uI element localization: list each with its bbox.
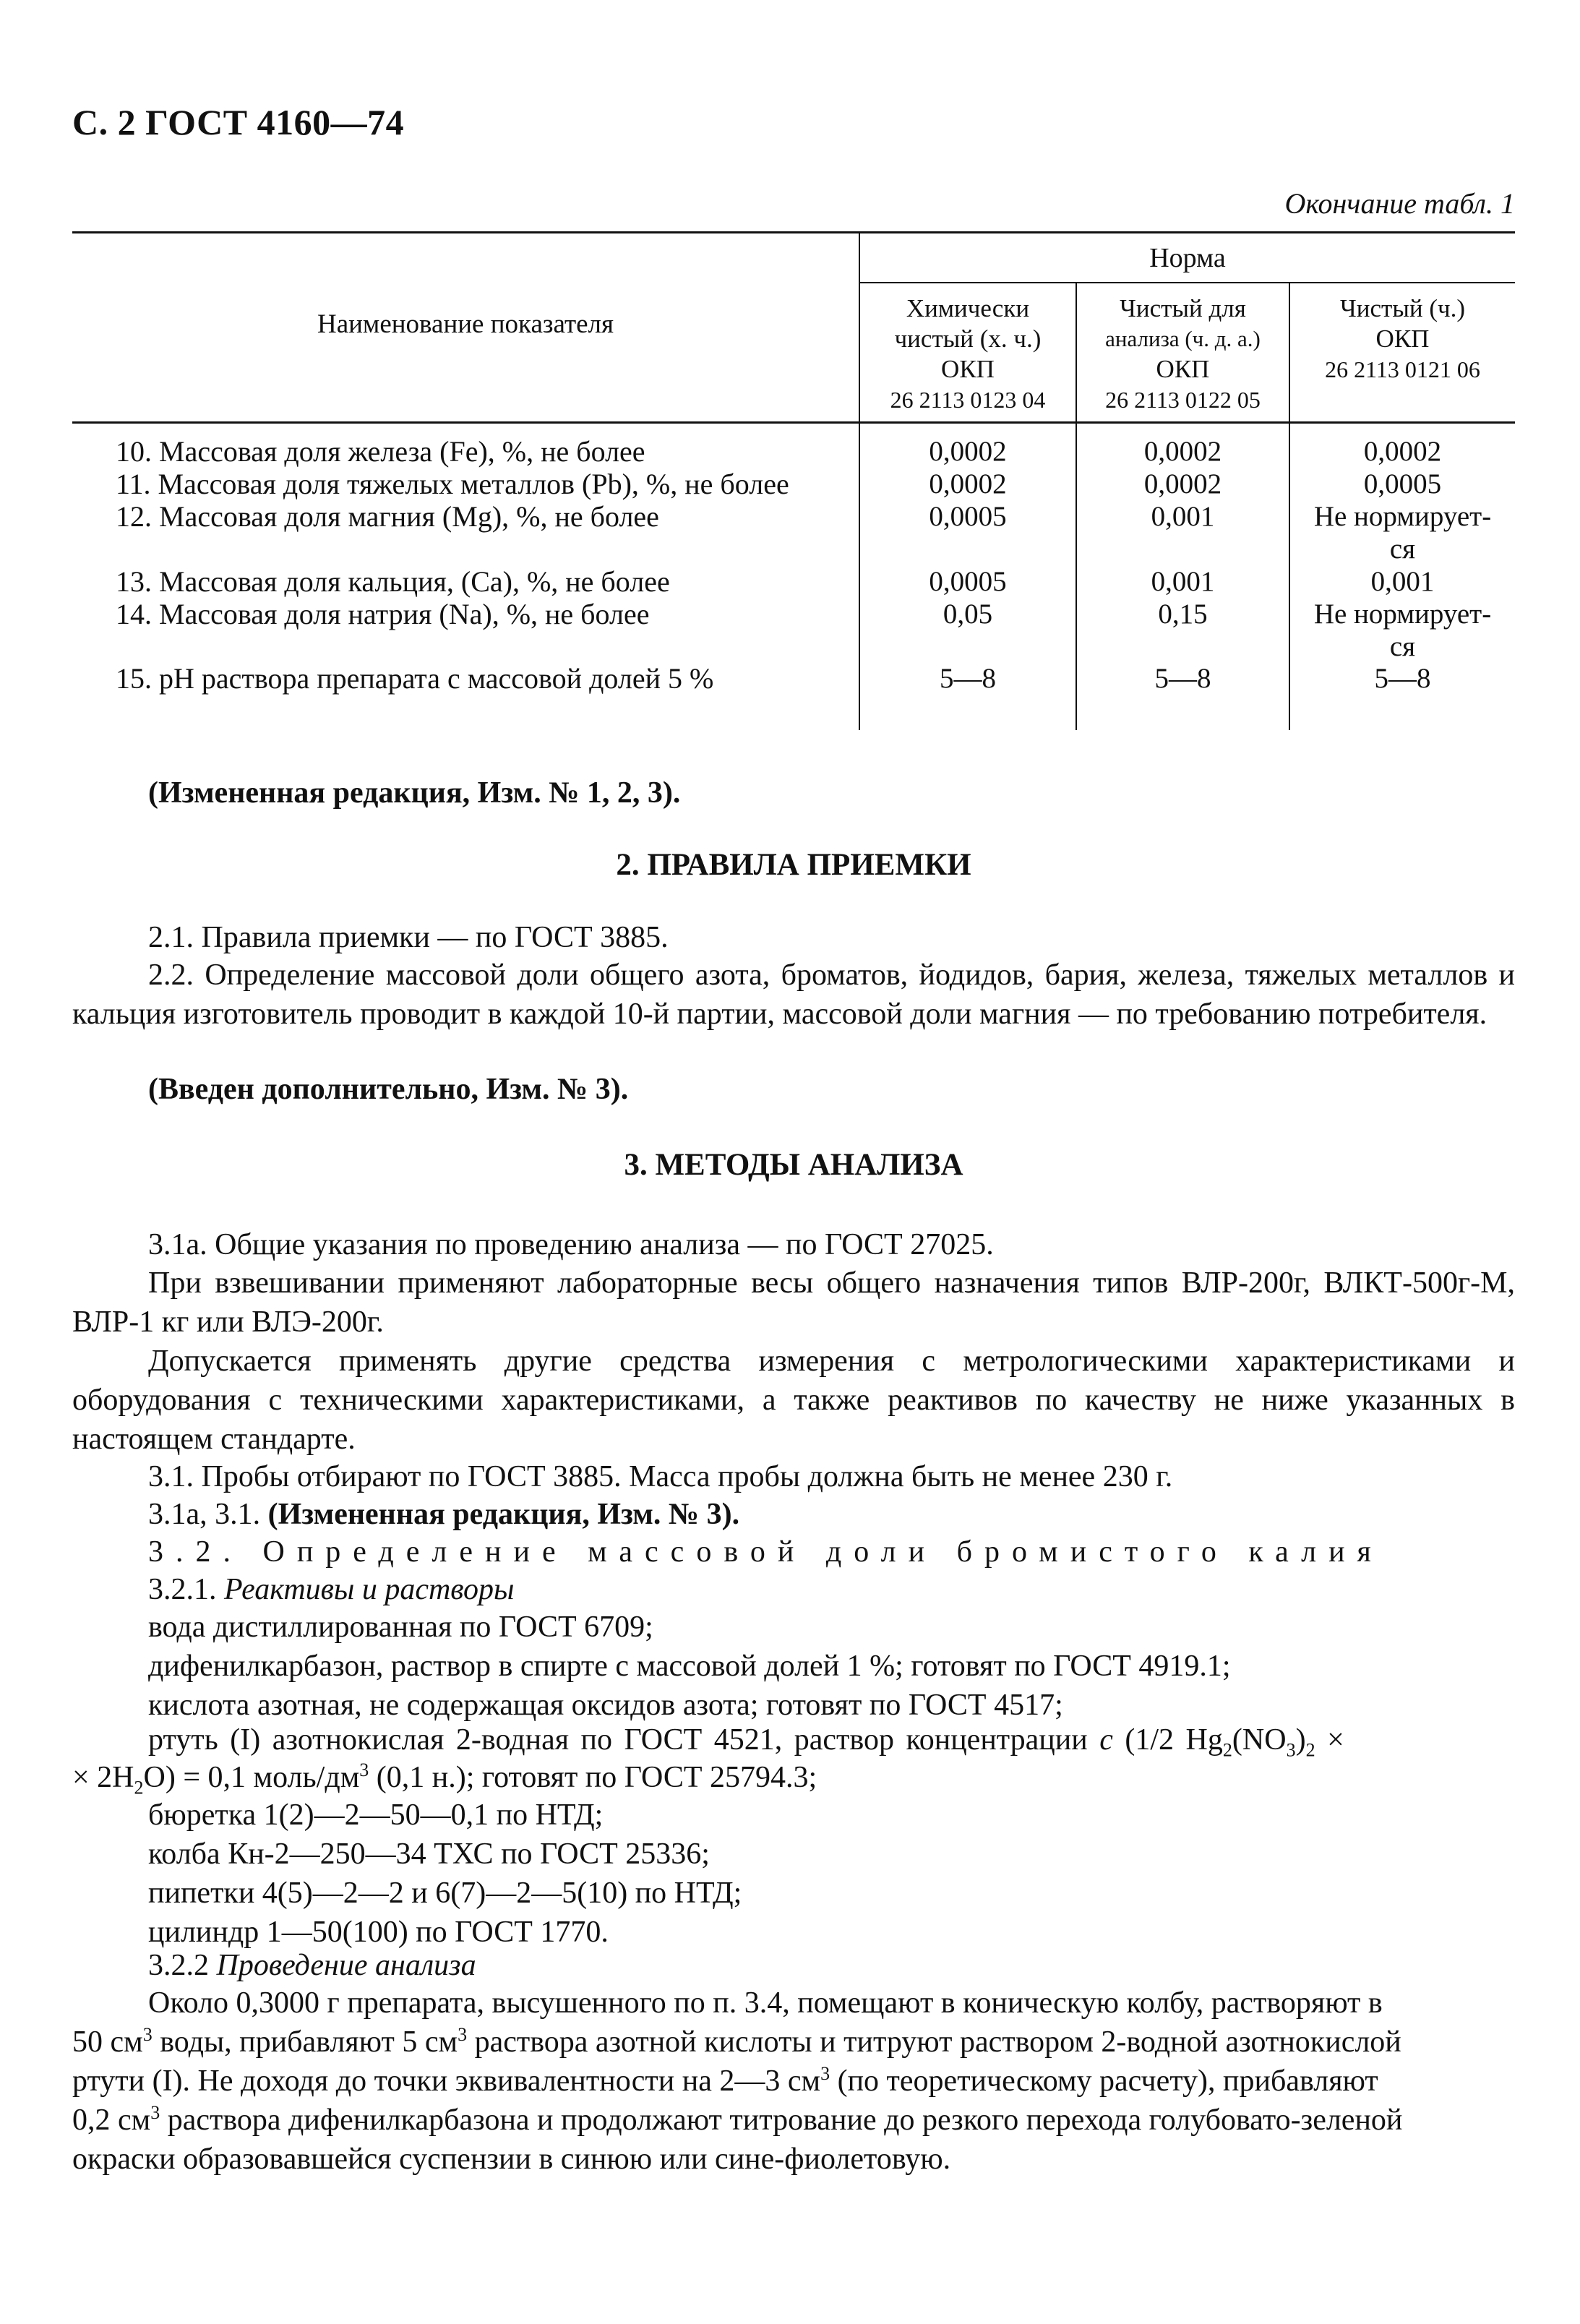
norma-underline — [859, 282, 1515, 283]
analysis-paragraph: Около 0,3000 г препарата, высушенного по п. 3.4, помещают в коническую колбу, растворяют в 50 $см^3$ воды, прибавляют 5 $см^3$ раствора азотной кислоты и титруют раствором 2-водной азотнокислой ртути (I). Не доходя до точки эквивалентности на 2—3 $см^3$ (по теоретическому расчету), прибавляют 0,2 $см^3$ раствора дифенилкарбазона и продолжают титрование до резкого перехода голубовато-зеленой окраски образовавшейся суспензии в синюю или сине-фиолетовую. — [72, 1986, 1403, 2176]
amendment-note-1: (Измененная редакция, Изм. № 1, 2, 3). — [148, 776, 681, 810]
row-10-v2: 0,0002 — [1143, 436, 1222, 467]
row-14-v2: 0,15 — [1158, 599, 1208, 630]
paragraph-2-2: 2.2. Определение массовой доли общего азота, броматов, йодидов, бария, железа, тяжелых металлов и кальция изготовитель проводит в каждой 10-й партии, массовой доли магния — по требованию потребителя. — [72, 959, 1515, 1031]
paragraph-3-2-2-heading: 3.2.2 Проведение анализа — [148, 1949, 476, 1982]
table-continuation-note: Окончание табл. 1 — [1284, 187, 1515, 220]
section-3-title: 3. МЕТОДЫ АНАЛИЗА — [624, 1148, 963, 1182]
reagent-mercury-line-1: ртуть (I) азотнокислая 2-водная по ГОСТ 4521, раствор концентрации c (1/2 $Hg_2(NO_3)_2$ × — [148, 1723, 1344, 1761]
row-11-v3: 0,0005 — [1363, 468, 1442, 499]
paragraph-3-2-1-heading: 3.2.1. Реактивы и растворы — [148, 1573, 515, 1606]
table-top-rule — [72, 231, 1515, 233]
row-14-name: 14. Массовая доля натрия (Na), %, не более — [116, 598, 650, 630]
list-item: колба Кн-2—250—34 ТХС по ГОСТ 25336; — [148, 1838, 710, 1871]
list-item: кислота азотная, не содержащая оксидов азота; готовят по ГОСТ 4517; — [148, 1689, 1063, 1722]
column-header-norma: Норма — [1149, 243, 1226, 273]
row-13-name: 13. Массовая доля кальция, (Ca), %, не более — [116, 565, 670, 598]
row-15-name: 15. pH раствора препарата с массовой долей 5 % — [116, 662, 714, 695]
amendment-note-2: (Введен дополнительно, Изм. № 3). — [148, 1073, 629, 1106]
table-header-rule — [72, 421, 1515, 424]
row-10-v1: 0,0002 — [929, 436, 1007, 467]
paragraph-3-1-amendment: 3.1а, 3.1. (Измененная редакция, Изм. № 3). — [148, 1498, 740, 1531]
row-12-v3: Не нормирует- ся — [1313, 501, 1492, 565]
section-2-title: 2. ПРАВИЛА ПРИЕМКИ — [616, 848, 971, 882]
row-13-v1: 0,0005 — [929, 566, 1007, 597]
row-12-v2: 0,001 — [1151, 501, 1215, 532]
row-11-v1: 0,0002 — [929, 468, 1007, 499]
row-12-name: 12. Массовая доля магния (Mg), %, не более — [116, 500, 659, 533]
row-13-v3: 0,001 — [1370, 566, 1435, 597]
list-item: бюретка 1(2)—2—50—0,1 по НТД; — [148, 1798, 604, 1832]
equipment-list — [148, 1796, 742, 1952]
row-11-v2: 0,0002 — [1143, 468, 1222, 499]
paragraph-3-1a: 3.1а. Общие указания по проведению анализа — по ГОСТ 27025. — [148, 1228, 994, 1261]
row-10-v3: 0,0002 — [1363, 436, 1442, 467]
row-15-v2: 5—8 — [1154, 663, 1211, 694]
list-item: пипетки 4(5)—2—2 и 6(7)—2—5(10) по НТД; — [148, 1877, 742, 1910]
row-14-v3: Не нормирует- ся — [1313, 599, 1492, 662]
row-15-v1: 5—8 — [940, 663, 996, 694]
reagents-list — [148, 1608, 1231, 1725]
row-13-v2: 0,001 — [1151, 566, 1215, 597]
row-12-v1: 0,0005 — [929, 501, 1007, 532]
row-14-v1: 0,05 — [943, 599, 993, 630]
reagent-mercury-line-2: × $2H_2O) = 0,1$ моль/$дм^3$ (0,1 н.); готовят по ГОСТ 25794.3; — [72, 1759, 817, 1798]
paragraph-3-2-heading: 3.2. Определение массовой доли бромистого калия — [148, 1535, 1383, 1569]
list-item: дифенилкарбазон, раствор в спирте с массовой долей 1 %; готовят по ГОСТ 4919.1; — [148, 1650, 1231, 1683]
column-header-chemically-pure: Химически чистый (х. ч.) ОКП 26 2113 0123 04 — [890, 294, 1046, 413]
list-item: вода дистиллированная по ГОСТ 6709; — [148, 1611, 653, 1644]
paragraph-scales: При взвешивании применяют лабораторные весы общего назначения типов ВЛР-200г, ВЛКТ-500г-М, ВЛР-1 кг или ВЛЭ-200г. — [72, 1266, 1515, 1339]
column-header-analysis-pure: Чистый для анализа (ч. д. а.) ОКП 26 2113 0122 05 — [1105, 294, 1261, 413]
page-header: С. 2 ГОСТ 4160—74 — [72, 102, 405, 142]
row-11-name: 11. Массовая доля тяжелых металлов (Pb), %, не более — [116, 468, 789, 500]
paragraph-3-1: 3.1. Пробы отбирают по ГОСТ 3885. Масса пробы должна быть не менее 230 г. — [148, 1460, 1173, 1493]
row-15-v3: 5—8 — [1374, 663, 1431, 694]
paragraph-2-1: 2.1. Правила приемки — по ГОСТ 3885. — [148, 921, 669, 954]
column-header-pure: Чистый (ч.) ОКП 26 2113 0121 06 — [1325, 294, 1480, 382]
row-10-name: 10. Массовая доля железа (Fe), %, не более — [116, 435, 645, 468]
column-header-name: Наименование показателя — [317, 309, 614, 339]
list-item: цилиндр 1—50(100) по ГОСТ 1770. — [148, 1916, 609, 1949]
paragraph-allowed-instruments: Допускается применять другие средства измерения с метрологическими характеристиками и оборудования с техническими характеристиками, а также реактивов по качеству не ниже указанных в настоящем стандарте. — [72, 1345, 1515, 1456]
